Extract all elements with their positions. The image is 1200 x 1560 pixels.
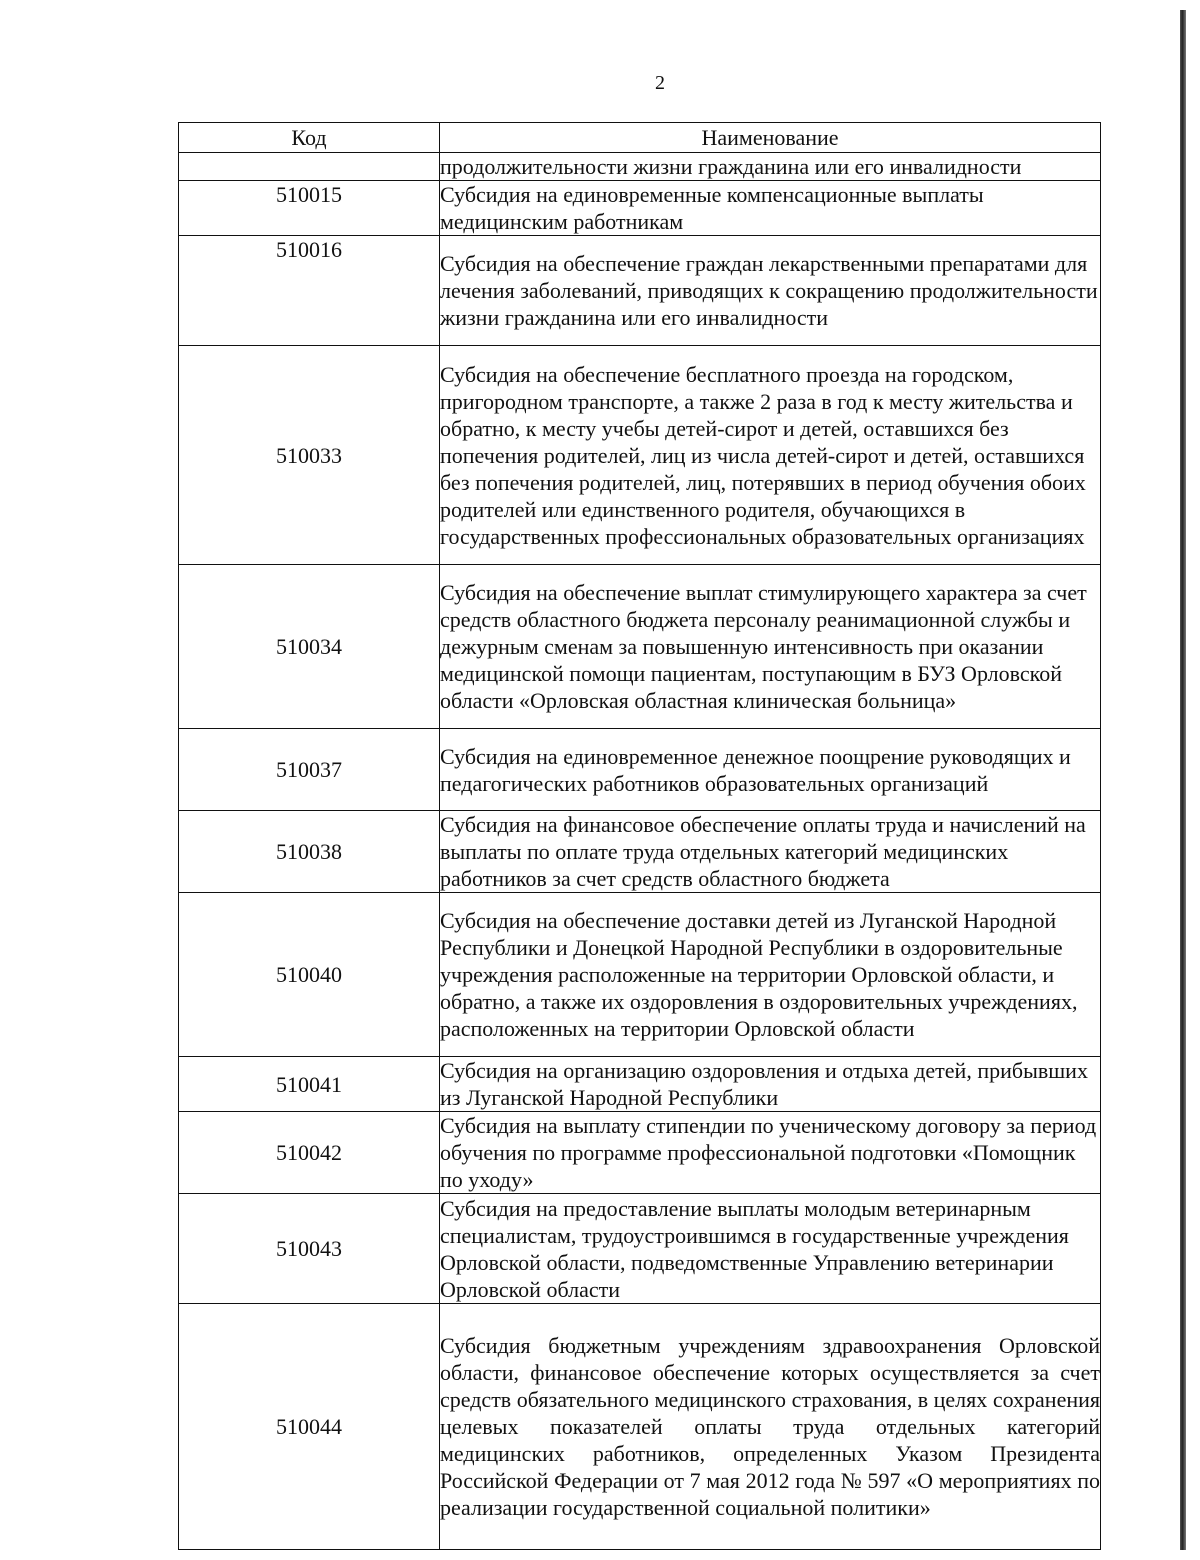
table-row [179, 893, 1101, 1057]
row-code: 510034 [179, 565, 440, 729]
row-name: Субсидия на выплату стипендии по ученическому договору за период обучения по программе профессиональной подготовки «Помощник по уходу» [440, 1112, 1101, 1194]
row-name: Субсидия на предоставление выплаты молодым ветеринарным специалистам, трудоустроившимся в государственные учреждения Орловской области, подведомственные Управлению ветеринарии Орловской области [440, 1194, 1101, 1304]
table-row [179, 181, 1101, 236]
row-code: 510038 [179, 811, 440, 893]
table-row [179, 1194, 1101, 1304]
row-name: продолжительности жизни гражданина или его инвалидности [440, 153, 1101, 181]
row-code: 510042 [179, 1112, 440, 1194]
row-name: Субсидия на обеспечение бесплатного проезда на городском, пригородном транспорте, а также 2 раза в год к месту жительства и обратно, к месту учебы детей-сирот и детей, оставшихся без попечения родителей, лиц из числа детей-сирот и детей, оставшихся без попечения родителей, лиц, потерявших в период обучения обоих родителей или единственного родителя, обучающихся в государственных профессиональных образовательных организациях [440, 346, 1101, 565]
row-name: Субсидия на обеспечение выплат стимулирующего характера за счет средств областного бюджета персоналу реанимационной службы и дежурным сменам за повышенную интенсивность при оказании медицинской помощи пациентам, поступающим в БУЗ Орловской области «Орловская областная клиническая больница» [440, 565, 1101, 729]
table-row [179, 1112, 1101, 1194]
header-name: Наименование [440, 123, 1101, 153]
row-code [179, 153, 440, 181]
row-name: Субсидия бюджетным учреждениям здравоохранения Орловской области, финансовое обеспечение которых осуществляется за счет средств обязательного медицинского страхования, в целях сохранения целевых показателей оплаты труда отдельных категорий медицинских работников, определенных Указом Президента Российской Федерации от 7 мая 2012 года № 597 «О мероприятиях по реализации государственной социальной политики» [440, 1304, 1101, 1550]
table-row [179, 1057, 1101, 1112]
row-code: 510043 [179, 1194, 440, 1304]
row-code: 510040 [179, 893, 440, 1057]
table-row [179, 729, 1101, 811]
row-code: 510016 [179, 236, 440, 346]
row-code: 510041 [179, 1057, 440, 1112]
row-name: Субсидия на единовременные компенсационные выплаты медицинским работникам [440, 181, 1101, 236]
row-name: Субсидия на финансовое обеспечение оплаты труда и начислений на выплаты по оплате труда отдельных категорий медицинских работников за счет средств областного бюджета [440, 811, 1101, 893]
table-row [179, 346, 1101, 565]
table-row [179, 153, 1101, 181]
row-name: Субсидия на организацию оздоровления и отдыха детей, прибывших из Луганской Народной Республики [440, 1057, 1101, 1112]
row-code: 510033 [179, 346, 440, 565]
table-row [179, 565, 1101, 729]
budget-codes-table [178, 122, 1101, 1550]
page-number: 2 [655, 72, 665, 94]
row-code: 510015 [179, 181, 440, 236]
row-name: Субсидия на обеспечение граждан лекарственными препаратами для лечения заболеваний, приводящих к сокращению продолжительности жизни гражданина или его инвалидности [440, 236, 1101, 346]
scan-edge [1180, 10, 1186, 1550]
row-name: Субсидия на обеспечение доставки детей из Луганской Народной Республики и Донецкой Народной Республики в оздоровительные учреждения расположенные на территории Орловской области, и обратно, а также их оздоровления в оздоровительных учреждениях, расположенных на территории Орловской области [440, 893, 1101, 1057]
table-row [179, 1304, 1101, 1550]
table-header-row [179, 123, 1101, 153]
table-row [179, 811, 1101, 893]
row-code: 510037 [179, 729, 440, 811]
row-name: Субсидия на единовременное денежное поощрение руководящих и педагогических работников образовательных организаций [440, 729, 1101, 811]
table-row [179, 236, 1101, 346]
row-code: 510044 [179, 1304, 440, 1550]
header-code: Код [179, 123, 440, 153]
